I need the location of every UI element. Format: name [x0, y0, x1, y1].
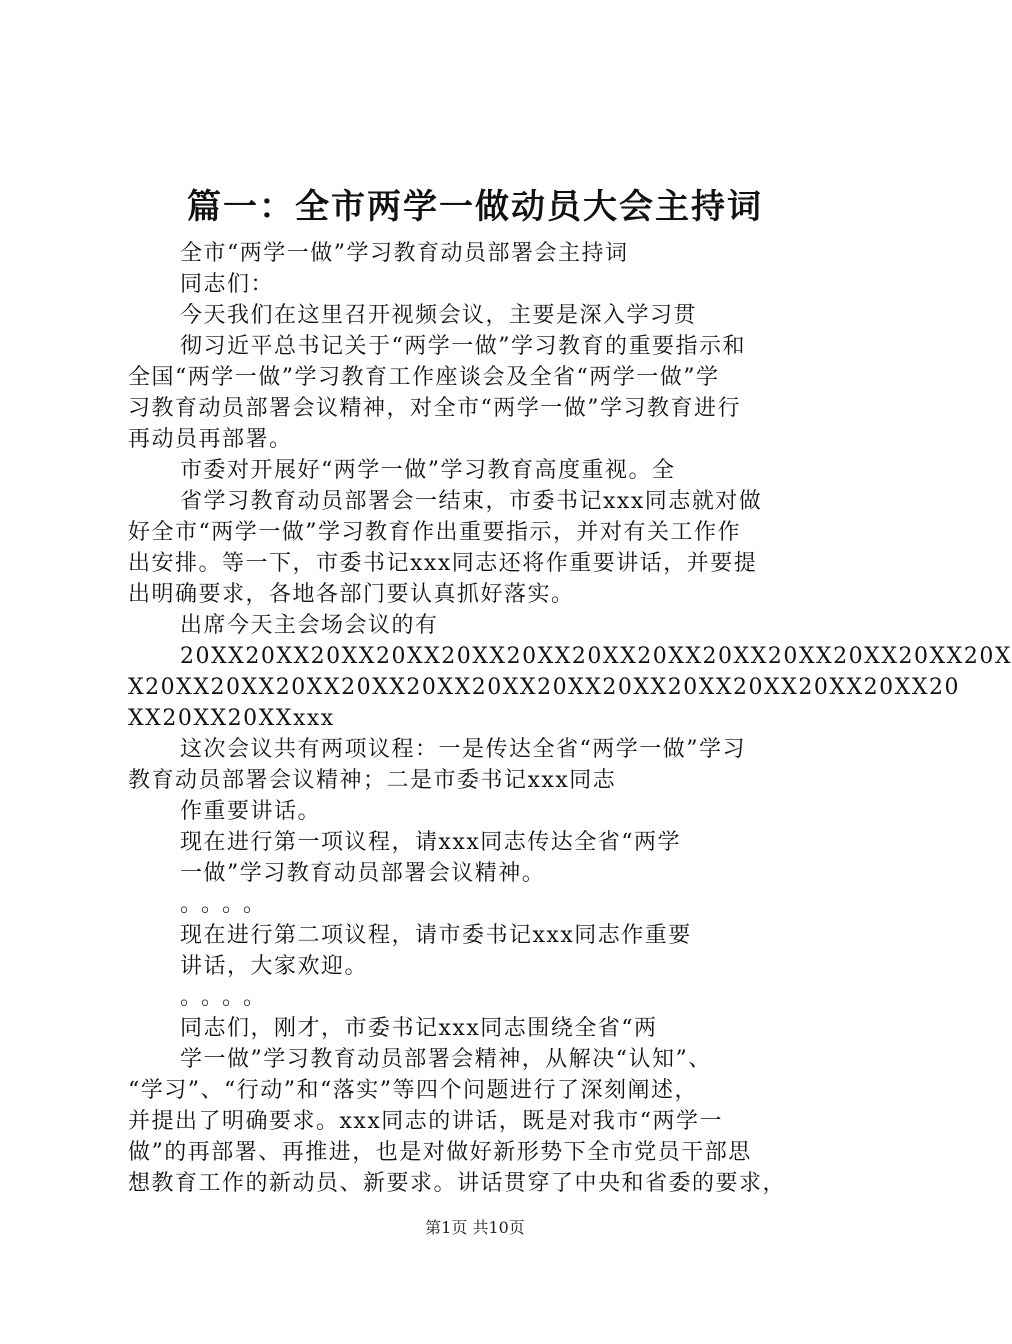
text-line: 彻习近平总书记关于“两学一做”学习教育的重要指示和	[180, 334, 746, 359]
page-footer: 第1页 共10页	[425, 1218, 525, 1237]
text-line: 全市“两学一做”学习教育动员部署会主持词	[180, 241, 629, 266]
text-line: 出明确要求，各地各部门要认真抓好落实。	[128, 582, 575, 607]
text-line: 今天我们在这里召开视频会议，主要是深入学习贯	[180, 303, 698, 328]
document-title: 篇一：全市两学一做动员大会主持词	[187, 187, 763, 227]
text-line: 讲话，大家欢迎。	[180, 954, 369, 979]
text-line: 出席今天主会场会议的有	[180, 613, 439, 638]
text-line: 市委对开展好“两学一做”学习教育高度重视。全	[180, 458, 676, 483]
text-line: 一做”学习教育动员部署会议精神。	[180, 861, 546, 886]
text-line: 好全市“两学一做”学习教育作出重要指示，并对有关工作作	[128, 520, 741, 545]
text-line: 省学习教育动员部署会一结束，市委书记xxx同志就对做	[180, 489, 763, 514]
text-line: 作重要讲话。	[180, 799, 322, 824]
text-line: 想教育工作的新动员、新要求。讲话贯穿了中央和省委的要求，	[128, 1171, 787, 1196]
document-body	[128, 238, 1012, 1199]
text-line: 现在进行第一项议程，请xxx同志传达全省“两学	[180, 830, 681, 855]
text-line: X20XX20XX20XX20XX20XX20XX20XX20XX20XX20XX20XX20XX20	[128, 675, 960, 700]
text-line: 这次会议共有两项议程：一是传达全省“两学一做”学习	[180, 737, 746, 762]
text-line: 。。。。	[180, 892, 276, 917]
text-line: 全国“两学一做”学习教育工作座谈会及全省“两学一做”学	[128, 365, 720, 390]
text-line: 20XX20XX20XX20XX20XX20XX20XX20XX20XX20XX20XX20XX20X	[180, 644, 1012, 669]
text-line: 习教育动员部署会议精神，对全市“两学一做”学习教育进行	[128, 396, 741, 421]
text-line: 做”的再部署、再推进，也是对做好新形势下全市党员干部思	[128, 1140, 752, 1165]
text-line: “学习”、“行动”和“落实”等四个问题进行了深刻阐述，	[128, 1078, 698, 1103]
text-line: 同志们，刚才，市委书记xxx同志围绕全省“两	[180, 1016, 658, 1041]
text-line: 。。。。	[180, 985, 276, 1010]
text-line: 再动员再部署。	[128, 427, 293, 452]
text-line: 并提出了明确要求。xxx同志的讲话，既是对我市“两学一	[128, 1109, 723, 1134]
text-line: 现在进行第二项议程，请市委书记xxx同志作重要	[180, 923, 692, 948]
text-line: 学一做”学习教育动员部署会精神，从解决“认知”、	[180, 1047, 712, 1072]
text-line: XX20XX20XXxxx	[128, 706, 335, 731]
text-line: 教育动员部署会议精神；二是市委书记xxx同志	[128, 768, 617, 793]
text-line: 同志们：	[180, 272, 275, 297]
text-line: 出安排。等一下，市委书记xxx同志还将作重要讲话，并要提	[128, 551, 758, 576]
